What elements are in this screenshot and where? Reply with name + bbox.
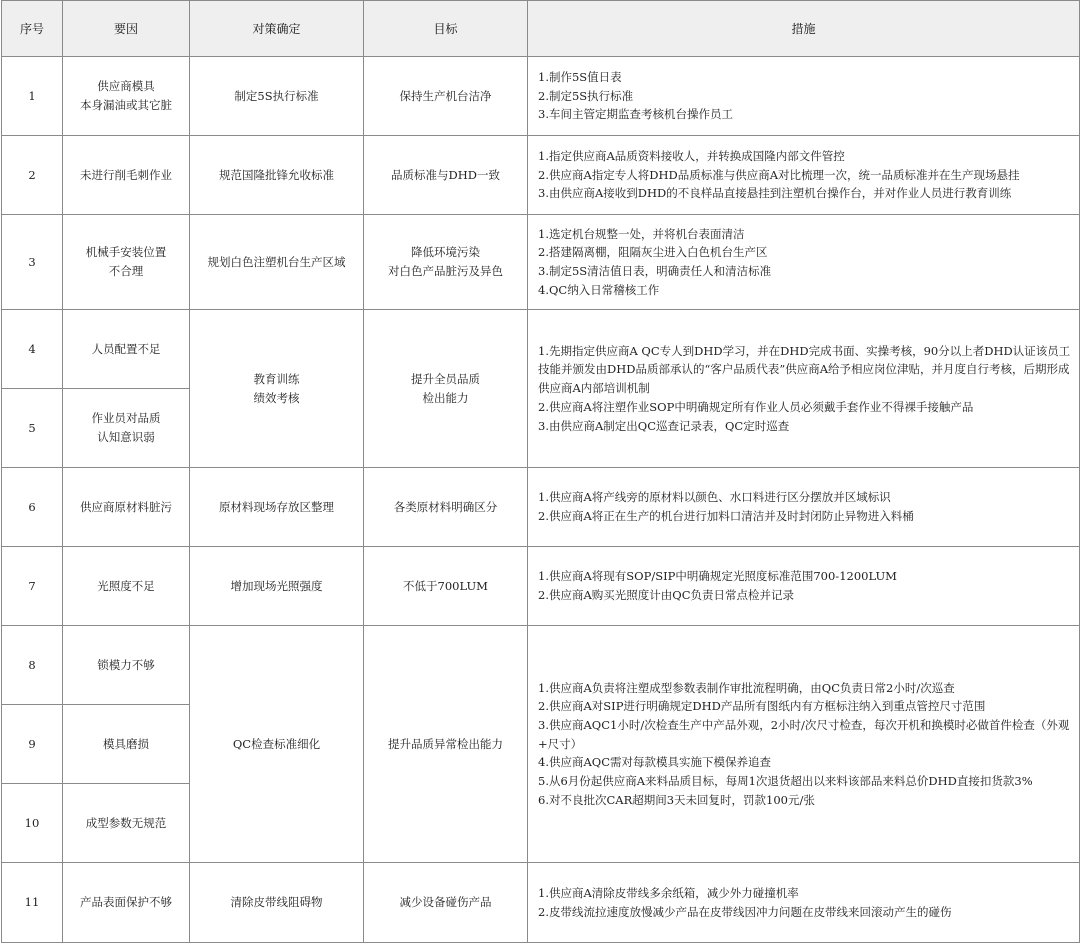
header-target: 目标	[364, 1, 528, 57]
measures-cell	[528, 57, 1080, 136]
table-row	[2, 57, 1080, 136]
measure-line: 2.搭建隔离棚，阻隔灰尘进入白色机台生产区	[538, 245, 768, 260]
measure-line: 2.供应商A指定专人将DHD品质标准与供应商A对比梳理一次，统一品质标准并在生产现场悬挂	[538, 167, 1020, 182]
cause-cell	[63, 389, 190, 468]
countermeasure-line: 制定5S执行标准	[234, 88, 319, 103]
target-line: 保持生产机台洁净	[399, 88, 492, 103]
measure-line: 2.供应商A购买光照度计由QC负责日常点检并记录	[538, 588, 795, 602]
countermeasure-cell	[190, 626, 364, 863]
measure-line: 2.供应商A将正在生产的机台进行加料口清洁并及时封闭防止异物进入料桶	[538, 509, 914, 523]
cause-cell	[63, 784, 190, 863]
measure-line: 3.由供应商A制定出QC巡查记录表，QC定时巡查	[538, 418, 790, 433]
measures-cell	[528, 310, 1080, 468]
cause-line: 作业员对品质	[91, 411, 161, 425]
target-line: 减少设备碰伤产品	[399, 895, 492, 909]
target-cell	[364, 136, 528, 215]
target-line: 不低于700LUM	[403, 578, 488, 593]
row-number: 11	[2, 863, 63, 943]
cause-cell	[63, 547, 190, 626]
measure-line: 1.制作5S值日表	[538, 69, 622, 84]
measure-line: 3.制定5S清洁值日表，明确责任人和清洁标准	[538, 264, 772, 278]
measure-line: 3.车间主管定期监查考核机台操作员工	[538, 107, 733, 122]
countermeasure-line: 原材料现场存放区整理	[219, 499, 334, 514]
cause-line: 产品表面保护不够	[80, 895, 172, 909]
cause-cell	[63, 136, 190, 215]
row-number: 7	[2, 547, 63, 626]
cause-line: 成型参数无规范	[85, 815, 167, 830]
measure-line: 3.供应商AQC1小时/次检查生产中产品外观，2小时/次尺寸检查，每次开机和换模时必做首件检查（外观+尺寸）	[538, 717, 1070, 751]
measure-line: 1.供应商A清除皮带线多余纸箱，减少外力碰撞机率	[538, 885, 799, 900]
measure-line: 6.对不良批次CAR超期间3天未回复时，罚款100元/张	[538, 792, 815, 807]
cause-line: 认知意识弱	[97, 430, 155, 444]
row-number: 4	[2, 310, 63, 389]
countermeasure-line: 清除皮带线阻碍物	[230, 895, 323, 909]
table-row	[2, 215, 1080, 310]
target-line: 降低环境污染	[411, 245, 480, 259]
header-measures: 措施	[528, 1, 1080, 57]
cause-cell	[63, 468, 190, 547]
measure-line: 4.QC纳入日常稽核工作	[538, 282, 660, 297]
cause-cell	[63, 626, 190, 705]
cause-line: 模具磨损	[103, 736, 149, 751]
target-cell	[364, 863, 528, 943]
measure-line: 1.供应商A将产线旁的原材料以颜色、水口料进行区分摆放并区域标识	[538, 490, 891, 505]
measure-line: 1.供应商A负责将注塑成型参数表制作审批流程明确，由QC负责日常2小时/次巡查	[538, 680, 955, 695]
measure-line: 4.供应商AQC需对每款模具实施下模保养追查	[538, 755, 772, 770]
countermeasure-line: 规范国隆批锋允收标准	[219, 167, 334, 182]
measure-line: 2.制定5S执行标准	[538, 88, 634, 103]
target-line: 提升品质异常检出能力	[388, 736, 503, 751]
measure-line: 3.由供应商A接收到DHD的不良样品直接悬挂到注塑机台操作台，并对作业人员进行教育训练	[538, 186, 1012, 201]
cause-cell	[63, 310, 190, 389]
table-row	[2, 468, 1080, 547]
cause-line: 供应商原材料脏污	[80, 499, 172, 514]
countermeasure-cell	[190, 863, 364, 943]
countermeasure-cell	[190, 57, 364, 136]
measures-cell	[528, 136, 1080, 215]
measures-cell	[528, 215, 1080, 310]
measure-line: 1.指定供应商A品质资料接收人，并转换成国隆内部文件管控	[538, 148, 845, 163]
measures-cell	[528, 626, 1080, 863]
row-number: 8	[2, 626, 63, 705]
measure-line: 2.供应商A对SIP进行明确规定DHD产品所有图纸内有方框标注纳入到重点管控尺寸范围	[538, 699, 986, 714]
cause-line: 光照度不足	[97, 578, 155, 593]
cause-cell	[63, 57, 190, 136]
target-cell	[364, 215, 528, 310]
target-cell	[364, 468, 528, 547]
row-number: 1	[2, 57, 63, 136]
table-row	[2, 863, 1080, 943]
row-number: 6	[2, 468, 63, 547]
cause-line: 机械手安装位置	[85, 245, 167, 259]
target-line: 品质标准与DHD一致	[391, 167, 500, 182]
countermeasure-cell	[190, 310, 364, 468]
header-countermeasure: 对策确定	[190, 1, 364, 57]
cause-line: 锁模力不够	[97, 657, 155, 672]
measure-line: 2.供应商A将注塑作业SOP中明确规定所有作业人员必须戴手套作业不得裸手接触产品	[538, 399, 974, 414]
row-number: 9	[2, 705, 63, 784]
target-line: 各类原材料明确区分	[393, 499, 498, 514]
measures-cell	[528, 468, 1080, 547]
measures-cell	[528, 863, 1080, 943]
cause-line: 供应商模具	[97, 79, 155, 93]
cause-line: 本身漏油或其它脏	[80, 98, 172, 112]
cause-cell	[63, 215, 190, 310]
countermeasure-cell	[190, 468, 364, 547]
row-number: 3	[2, 215, 63, 310]
measure-line: 1.先期指定供应商A QC专人到DHD学习，并在DHD完成书面、实操考核，90分以上者DHD认证该员工技能并颁发由DHD品质部承认的“客户品质代表”供应商A给予相应岗位津贴，并月度自行考核，后期形成供应商A内部培训机制	[538, 343, 1071, 396]
target-line: 提升全员品质	[411, 371, 480, 386]
header-cause: 要因	[63, 1, 190, 57]
target-cell	[364, 626, 528, 863]
countermeasure-cell	[190, 215, 364, 310]
countermeasure-cell	[190, 547, 364, 626]
measure-line: 5.从6月份起供应商A来料品质目标，每周1次退货超出以来料该部品来料总价DHD直接扣货款3%	[538, 774, 1033, 789]
countermeasure-line: 增加现场光照强度	[230, 578, 323, 593]
countermeasure-line: QC检查标准细化	[232, 736, 321, 751]
target-cell	[364, 547, 528, 626]
cause-cell	[63, 705, 190, 784]
header-row	[2, 1, 1080, 57]
countermeasure-cell	[190, 136, 364, 215]
target-cell	[364, 57, 528, 136]
target-line: 检出能力	[422, 390, 469, 405]
measure-line: 1.供应商A将现有SOP/SIP中明确规定光照度标准范围700-1200LUM	[538, 569, 897, 584]
target-line: 对白色产品脏污及异色	[388, 264, 503, 278]
row-number: 2	[2, 136, 63, 215]
cause-line: 未进行削毛刺作业	[80, 167, 172, 182]
measures-cell	[528, 547, 1080, 626]
cause-cell	[63, 863, 190, 943]
cause-line: 不合理	[108, 264, 144, 278]
countermeasure-line: 绩效考核	[253, 390, 300, 405]
table-row	[2, 136, 1080, 215]
measure-line: 2.皮带线流拉速度放慢减少产品在皮带线因冲力问题在皮带线来回滚动产生的碰伤	[538, 904, 952, 919]
table-row	[2, 547, 1080, 626]
row-number: 5	[2, 389, 63, 468]
table-row	[2, 626, 1080, 705]
countermeasure-line: 教育训练	[253, 371, 300, 386]
target-cell	[364, 310, 528, 468]
countermeasure-table	[1, 0, 1080, 943]
cause-line: 人员配置不足	[91, 341, 161, 356]
countermeasure-line: 规划白色注塑机台生产区域	[207, 254, 346, 269]
header-no: 序号	[2, 1, 63, 57]
table-row	[2, 310, 1080, 389]
row-number: 10	[2, 784, 63, 863]
measure-line: 1.选定机台规整一处，并将机台表面清洁	[538, 226, 745, 241]
